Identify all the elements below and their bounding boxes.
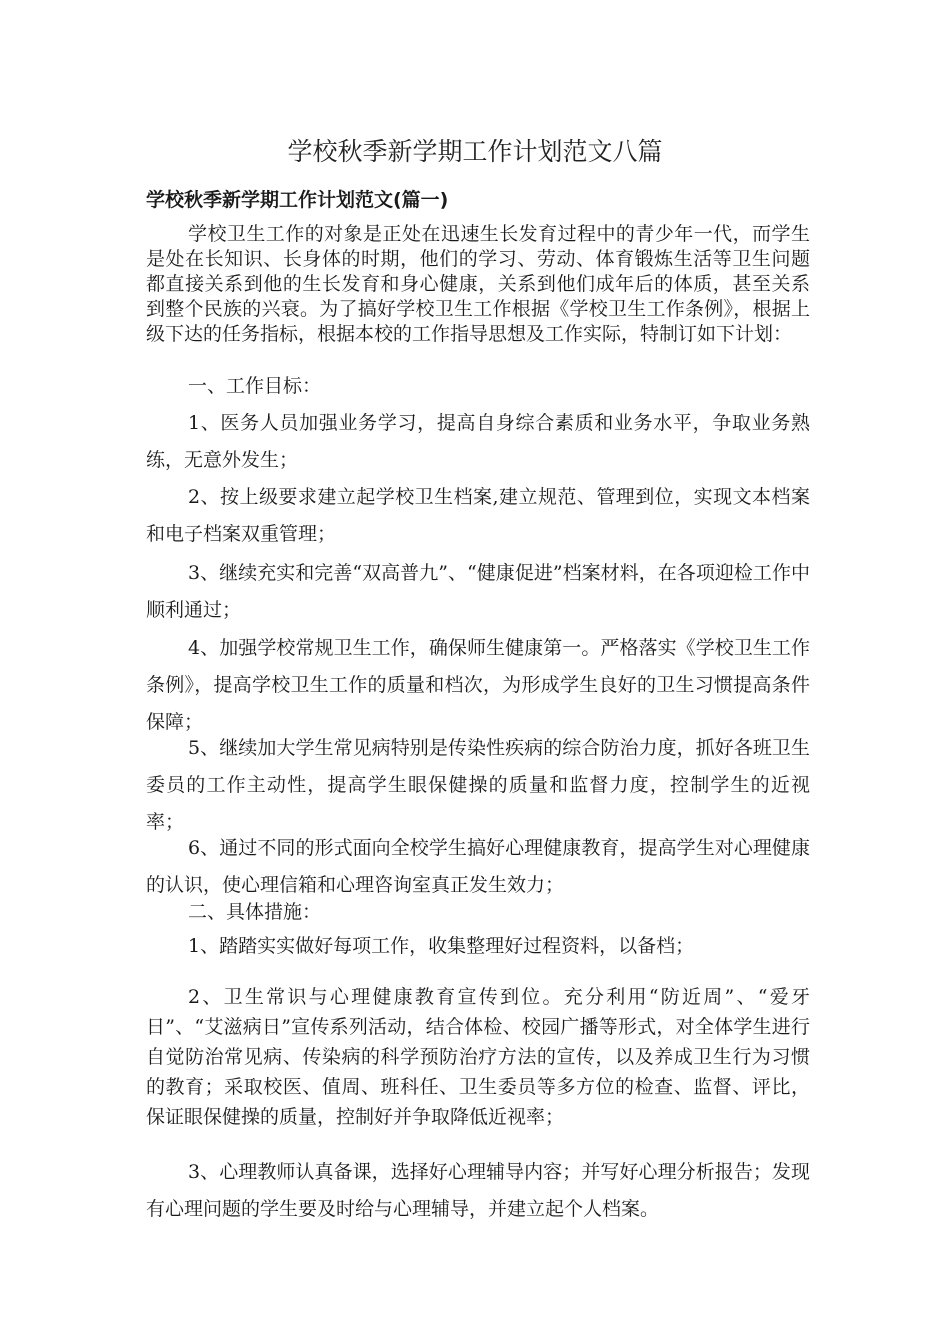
measure-item-3: 3、心理教师认真备课，选择好心理辅导内容；并写好心理分析报告；发现有心理问题的学生要及时给与心理辅导，并建立起个人档案。 xyxy=(146,1161,810,1220)
goal-item-5: 5、继续加大学生常见病特别是传染性疾病的综合防治力度，抓好各班卫生委员的工作主动性，提高学生眼保健操的质量和监督力度，控制学生的近视率； xyxy=(146,737,810,833)
goal-item-1: 1、医务人员加强业务学习，提高自身综合素质和业务水平，争取业务熟练，无意外发生； xyxy=(146,412,810,471)
intro-paragraph: 学校卫生工作的对象是正处在迅速生长发育过程中的青少年一代，而学生是处在长知识、长身体的时期，他们的学习、劳动、体育锻炼生活等卫生问题都直接关系到他的生长发育和身心健康，关系到他们成年后的体质，甚至关系到整个民族的兴衰。为了搞好学校卫生工作根据《学校卫生工作条例》，根据上级下达的任务指标，根据本校的工作指导思想及工作实际，特制订如下计划： xyxy=(146,223,810,345)
document-title: 学校秋季新学期工作计划范文八篇 xyxy=(287,137,663,166)
section1-heading: 一、工作目标： xyxy=(188,375,322,397)
measure-item-2: 2、卫生常识与心理健康教育宣传到位。充分利用“防近周”、“爱牙日”、“艾滋病日”宣传系列活动，结合体检、校园广播等形式，对全体学生进行自觉防治常见病、传染病的科学预防治疗方法的宣传，以及养成卫生行为习惯的教育；采取校医、值周、班科任、卫生委员等多方位的检查、监督、评比，保证眼保健操的质量，控制好并争取降低近视率； xyxy=(146,986,810,1128)
measure-item-1: 1、踏踏实实做好每项工作，收集整理好过程资料，以备档； xyxy=(188,935,695,957)
goal-item-2: 2、按上级要求建立起学校卫生档案,建立规范、管理到位，实现文本档案和电子档案双重管理； xyxy=(146,486,810,545)
section-subtitle: 学校秋季新学期工作计划范文(篇一) xyxy=(146,189,449,211)
goal-item-4: 4、加强学校常规卫生工作，确保师生健康第一。严格落实《学校卫生工作条例》，提高学校卫生工作的质量和档次，为形成学生良好的卫生习惯提高条件保障； xyxy=(146,637,810,733)
goal-item-3: 3、继续充实和完善“双高普九”、“健康促进”档案材料，在各项迎检工作中顺利通过； xyxy=(146,562,810,621)
section2-heading: 二、具体措施： xyxy=(188,901,322,923)
goal-item-6: 6、通过不同的形式面向全校学生搞好心理健康教育，提高学生对心理健康的认识，使心理信箱和心理咨询室真正发生效力； xyxy=(146,837,810,896)
